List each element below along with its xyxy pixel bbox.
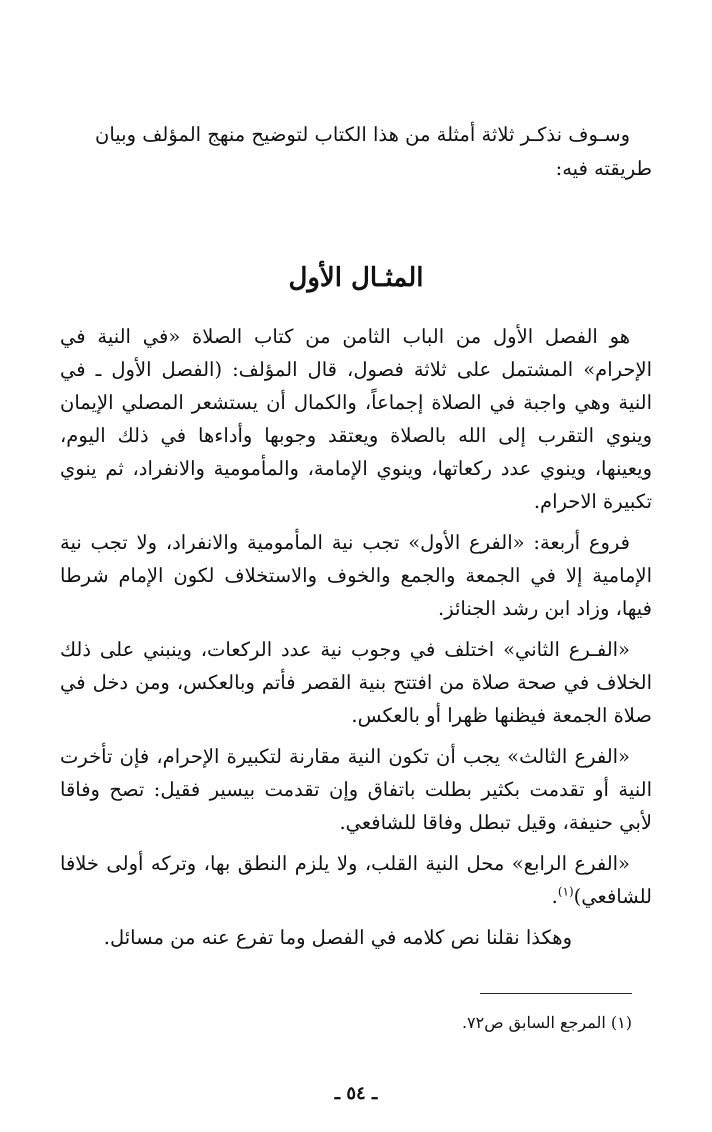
intro-paragraph	[62, 118, 652, 186]
paragraph-6: وهكذا نقلنا نص كلامه في الفصل وما تفرع عنه من مسائل.	[103, 926, 572, 949]
paragraph-4: «الفرع الثالث» يجب أن تكون النية مقارنة لتكبيرة الإحرام، فإن تأخرت النية أو تقدمت بكثير بطلت باتفاق وإن تقدمت بيسير فقيل: تصح وفاقا لأبي حنيفة، وقيل تبطل وفاقا للشافعي.	[60, 745, 652, 834]
footnote-divider	[480, 993, 632, 994]
paragraph-2: فروع أربعة: «الفرع الأول» تجب نية المأمومية والانفراد، ولا تجب نية الإمامية إلا في الجمعة والجمع والخوف والاستخلاف لكون الإمام شرطا فيها، وزاد ابن رشد الجنائز.	[60, 531, 652, 620]
paragraph-5-end: .	[551, 885, 558, 908]
paragraph-5	[60, 847, 652, 913]
page-number: ـ ٥٤ ـ	[334, 1083, 378, 1104]
paragraph-3: «الفـرع الثاني» اختلف في وجوب نية عدد الركعات، وينبني على ذلك الخلاف في صحة صلاة من افتتح بنية القصر فأتم وبالعكس، ومن دخل في صلاة الجمعة فيظنها ظهرا أو بالعكس.	[60, 638, 652, 727]
intro-text: وسـوف نذكـر ثلاثة أمثلة من هذا الكتاب لتوضيح منهج المؤلف وبيان طريقته فيه:	[95, 123, 652, 180]
section-heading: المثـال الأول	[288, 263, 424, 293]
paragraph-5-text: «الفرع الرابع» محل النية القلب، ولا يلزم النطق بها، وتركه أولى خلافا للشافعي)	[60, 852, 652, 908]
body-text	[60, 320, 652, 962]
footnote: (١) المرجع السابق ص٧٢.	[461, 1013, 632, 1032]
footnote-reference: (١)	[557, 884, 574, 899]
paragraph-1: هو الفصل الأول من الباب الثامن من كتاب الصلاة «في النية في الإحرام» المشتمل على ثلاثة فصول، قال المؤلف: (الفصل الأول ـ في النية وهي واجبة في الصلاة إجماعاً، والكمال أن يستشعر المصلي الإيمان وينوي التقرب إلى الله بالصلاة ويعتقد وجوبها وأداءها في ذلك اليوم، ويعينها، وينوي عدد ركعاتها، وينوي الإمامة، والمأمومية والانفراد، ثم ينوي تكبيرة الاحرام.	[60, 325, 652, 513]
